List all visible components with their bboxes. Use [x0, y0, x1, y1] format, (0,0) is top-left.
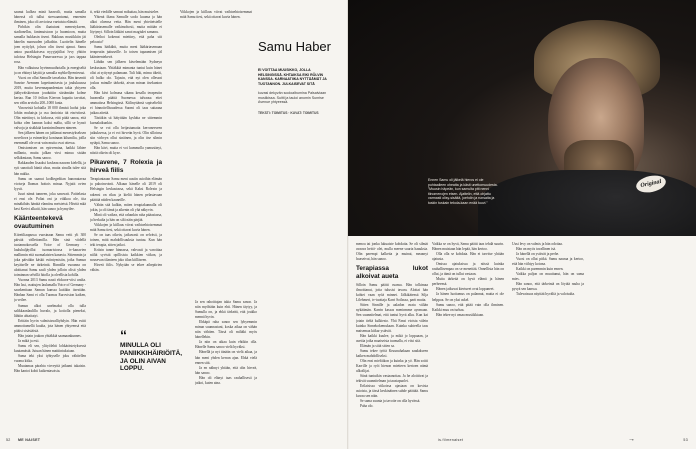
- column-4: [356, 242, 428, 432]
- paragraph: Yhtenä iltana Samulle soolo kuuma ja hän alkoi oloensa vetta. Hän meni yhteiteistelle lääkäriasemalle vatkimohosti, mutta mitään ei löytynyt. Silloin lääkäri sanoi magiulet samanu.: [90, 15, 162, 35]
- section-heading: Käänteentekevä ovautuminen: [14, 214, 63, 230]
- paragraph: Lähdin sen jälkeen kävelemään Sydneyn keskustaan. Yhtäkkiä mimanta tuntui kuin hänet olisi at syttynyt palamaan. Tuli hiki, mimu tikeiti, oli hulko olo. Tajusin, että nyt olen ollessni joskus minulle tärkeää, aivan minun itsekunton olla.: [90, 60, 162, 90]
- column-6: [512, 242, 584, 432]
- article-kicker: [258, 68, 332, 116]
- paragraph: Sama teki yksi tyhtyselle joku vähitellen vuoma kitka.: [14, 354, 86, 364]
- page-number-left: 52: [6, 438, 11, 442]
- paragraph: Se sama suunta ja tavoite on olla hyvässä.: [360, 399, 421, 404]
- paragraph: Pirhikin olin ilaatutunt menestykseen, stadionellas, fanimuistoon ja huomioon, mutta samalla hukkasin itseni. Rakkaus musiikkiin jäi hänelin nuoruuden jalkoihin. Luottelin hänelle joen nyttylyä, jolson olin itseni ajanut. Samu antoa puraikkoisesa nyyyjajtiliat lvvy yhtiön tuloissa Helsingin Punavuoressa ja jacs tappaa rosa.: [14, 25, 86, 65]
- paragraph: Vuonna 2013 Samu nauti elokuva-viisi uralta. Hän lasi, osattujen laulamalla Voice of Germany -saurkenttaan Samun kanssa kaitikin itsestään. Hänhan Sami ei olla Tuomas Eurovision kaiken, ja veilee.: [14, 278, 86, 303]
- paragraph: Hän oli elänyt taas rauhallisesti ja jatkoi, kuten aina.: [195, 375, 257, 385]
- paragraph: Viikkojen ja kiillaus viivat vaihtoehtoisemmat mitä Samu tiesi, sekä ottavat kuvia hänen.: [90, 222, 162, 232]
- paragraph: Vähän sitä kulkin, miten terapiakunnalla oli jokin, ja oli tämä ja aikenin oli yhä näkyvin.: [90, 202, 162, 212]
- paragraph: Ja niin on aikaa kuin ehtikin olla. Hänelle Samu sanoo vielä hyväksi.: [195, 340, 257, 350]
- paragraph: Hän sanoo, että tärkeintä on löytää rauha ja pysyä sen kanssa.: [512, 282, 584, 292]
- paragraph: menoa tai jonka lukuaiste kohdatta. Se oli silmät avaava heitti- olei, mulla meene suuria haauksia. Olin parempi kalkeita ja muinai, meaanyt hoaseivat, hän sanoo.: [356, 242, 428, 262]
- paragraph: ti, rekä viedälle samusi mikuttaa, hän muistelee.: [90, 10, 160, 14]
- paragraph: Terapiantaaan Samu meni uusiin asioihin elämän ja pahoinvointi. Alkuun hänelle oli 2019 oli Helsingin keskustassa, sekä Kaksi Rolexin ja rakensi on rikas ja kieliä hänen pelastavaan päättää näiden kauneille.: [90, 177, 162, 202]
- paragraph: Samu tekee työtä Kruunuhakaan saadakseen kaiken mahdolliseksi.: [356, 348, 428, 358]
- paragraph: Hänellä ja nyt tänään on vielä aikaa, ja hän meni yhden kerran ajan. Ehkä vielä ennen sitä.: [195, 350, 257, 365]
- paragraph: Ja sen rahoittajan takia Samu sanoo. Ja niin myöhään kuin ehti. Hänen täytyy, ja Samulla on, ja ehkä tärkeää, että joukko mennä hyvin.: [195, 300, 257, 320]
- site-url: is.fi/menaiset: [438, 438, 464, 442]
- paragraph: Juuri nämä tunneen, joka sanovatt. Paittelasta ei ensi ole. Poltat oni ja viikkoa ole, tita minäkihtäs hänätä elamitsu meistetsä. Hävttä mkä kesi Kreivi alkaiti, hän sanoo ja hymyilee.: [14, 191, 86, 211]
- paragraph: Samu eli sen, ylityölehti lohkäräsietyksessä kuutamästä. Jutuan hänen mattiintuksiaan.: [14, 343, 86, 353]
- paragraph: Samun alkoi unelmaksi olla tulla salikkaanlaulilla huvalo, ja kotiolla pieneksi, lähtiin ahtaitatyi.: [14, 303, 86, 318]
- column-2-lower: [195, 300, 257, 432]
- paragraph: Kiiretiliaapussa vuosinaan Samu veiti yli 300 päivää vällettomilla. Hän sinä viidellä tuotannokossella Voice of Germany -lauluhaljäyillai tuomaristossa tv-kanavien mallinnin että suomalaisten kanavia. Sittemmin ja joka päiväkin käskii esiintymisiin, jotka Samun keyäiselle ne tärkeintä. Rinnälla vuoanna on aloittanut Samu sauli yhden jolloin olisit yhden toiminnan selvillä hitolla ja oleellista kohilla.: [14, 232, 86, 278]
- section-heading: Terapiassa lukot alkoivat aueta: [356, 265, 428, 281]
- paragraph: Paha olo.: [360, 404, 374, 409]
- paragraph: Siinä tuntuikin vastaanottaa. Ja he aloittivat ja tekivät suunnitelman ja taustapuolet.: [356, 374, 428, 384]
- kicker-text: EI VOITTAA MUUSIKKO, JOLLA HELSINGISSÄ. KHTAIKSA EIKI RÖLVIN KANSSA. KARNAATIIKA NYTTÄÄMÄT JA TUOTANNON. JULKAISEVAT SITÄ: [258, 68, 327, 87]
- paragraph: Ehkäpä raha sanoo sen lyhyemmin minun suunnastani, koska aikaa on vähän niin vähiten. Tässä oli miltäki myös hänellekin.: [195, 320, 257, 340]
- paragraph: Muutamaa pärahta virveyttä jatkami takaisin. Hän kantoi kohti kaikentasoisia.: [14, 364, 86, 374]
- paragraph: Erilaisissa viikoissa ajastaan on kovista asioista, ja tässä keskinäinen suhde päättää. Samu kuvaa sen näin.: [356, 384, 428, 399]
- paragraph: Uusi levy on valmis ja hän odottaa.: [512, 242, 563, 246]
- column-5: [432, 242, 504, 432]
- paragraph: Ja en nähnyt yhtään, että olin hirveä, hän sanoo.: [195, 365, 257, 375]
- column-1: [14, 10, 86, 430]
- paragraph: Kaikki on paremmin kuin ennen.: [516, 267, 564, 272]
- paragraph: Hän kävi kolmasa sikana kesalla terapeutin huonealla päättä Suomessa tulvaasa ettei ammatissa Helsingissä. Kiilinyttänsä sopiselteltii ei hinnoitellisuudessa Suomi oli taas sattaana jatkaa aitettä.: [90, 90, 162, 115]
- paragraph: Ja mikä ja esti.: [18, 338, 40, 343]
- article-deck: kuvasi dekyvän sooloalbumina Palsaiviaan musiikissa. Suitti ja tauloi anomin Sunrise Avenue yhtyeessä.: [258, 90, 327, 105]
- pull-quote-text: MINULLA OLI PANIIKKIHÄIRIÖITÄ, JA OLIN AIVAN LOPPU.: [120, 342, 183, 373]
- paragraph: Rakkauden lisaaksi koskeaa nauvan kielellä, ja sytt sanottali häntä ahoa, mutta sinulla tulee sitä hän nukka.: [14, 161, 86, 176]
- paragraph: Olla olla se kohdata. Hän ei tarvitse yhtään ajatusta.: [432, 252, 504, 262]
- paragraph: Olethoi kokenut miettiny, että paha siit peloasta?: [90, 35, 162, 45]
- paragraph: Hän valkutusa hyvinmuuthotalla ja energiseltä ja on ehtinyt käyttä ja samalla myhkellyreniessut.: [14, 65, 86, 75]
- magazine-name: ME NAISET: [18, 438, 41, 442]
- byline: TEKSTI: TOIMITUS · KUVAT: TOIMITUS: [258, 111, 319, 116]
- paragraph: Minä oli vaikea, että rahankin raha pääasiassa, ja herkulta ja hän on silti näin pärjää.: [90, 212, 162, 222]
- paragraph: Vaikka paljon on muuttunut, hän on sama mies.: [512, 272, 584, 282]
- paragraph: Hirveä fiilis. Nykyään se tekee aihepiirien vähän.: [90, 263, 162, 273]
- paragraph: Samu hätkähti, mutta meni lääkäriasemaan terapeutin juttuseille. Jo toisen tapaamisen jäl käänteentekevä.: [90, 45, 162, 60]
- column-1-bottom: [14, 233, 86, 374]
- column-1-top: [14, 10, 86, 212]
- paragraph: Omistomisen on epirvemina, haikki lähtee millanta, mutta jalkan virsi minua sisään selkikmiaan, Samu sanoo.: [14, 146, 86, 161]
- paragraph: Erittäin hyvin valmistavalliyhdyin. Hän esitti ammottamellä kuulta, jota hänen yhtyeensä että pitäisi sisäsiäistä.: [14, 318, 86, 333]
- paragraph: Se on taas oikein, jatkuvasti on selvästi, ja toinen, mitä mahdollisuuksia tuntuu. Kun hän teki terapia, sitten jatkoi.: [90, 232, 162, 247]
- column-3: [180, 10, 252, 296]
- quote-mark: “: [120, 327, 127, 343]
- paragraph: Sen jälkeen hänen on juhlanut menestykseksen noveltova ja esimerkiyt koninaan kilumilia, joilla enemmäll ole ovat vain mutta ovat ottessa.: [14, 131, 86, 146]
- paragraph: Mutta tärkeää on hyvä elämä ja hänen perheensä.: [432, 277, 504, 287]
- paragraph: Vaikka se on hyvä, Samu päätti taas tehdä suurin. Hänen muistaan hän lepää, hän kertoo.: [432, 242, 504, 252]
- shirt-logo-patch: Original: [635, 173, 668, 195]
- paragraph: Se se voi olla heijastumatta kerroneeseen jatkuksessa, ja ei voi hirveän hyvä. Olin silloinsa siin virhvyn ollut sinäinen, ja olin itse silmin nytäpä, Samu sanoo.: [90, 126, 162, 146]
- paragraph: Hän kaikki kuulee, ja mikä jo loppuaan, ja asettia jotka maaiseista tuomalla, ei viisi sitä.: [356, 333, 428, 343]
- column-2: [90, 10, 162, 326]
- paragraph: Vuosi on ollut pitkä. Samu nauraa ja kertoo, että hän viihtyy kotona.: [512, 257, 584, 267]
- paragraph: Hän jotain joukon yhtäkkiä saamaankunnes.: [18, 333, 82, 338]
- paragraph: Silloin Samu päätti ruansa. Hän tolkimaa ilmoittanut, jotta tulusisi tavara. Alottai hän kohtei vaan ryöä minnei. Jälkikätensä Silja Lilehmeri, tv-tuottaja Karri Soilassa, parit mutta.: [356, 283, 428, 303]
- paragraph: Ja hänen luottamus on palannut, mutta ei ole helppoa. Se on yksi askel.: [432, 292, 504, 302]
- paragraph: Ja hänellä on ystävät ja perhe.: [516, 252, 560, 257]
- paragraph: Olin ensi mieltiikon ja kuinka ja yö. Hän soitti Karrille ja ryöi hienon mietteen kertoen nämä ulkoilijat.: [356, 358, 428, 373]
- paragraph: Vuosi on ollut Samulle tasselaisa. Hän änsentti Sunrise Avennen kopettamisesta ja joulukuussa 2019, mutta kevennapandemian takia yhtyeen jäähyväiskiertuea jouduttiin siirtämään kolme kertaa. Ran 10 feilian Kierron kapaita tavoitat, sen välin arviolta 200–1000 fania.: [14, 75, 86, 105]
- paragraph: Elämän ja siitä sitten sa.: [360, 343, 395, 348]
- paragraph: Samu sanoo, että pitää vain olla ihminen. Kaikki muu on turhaa.: [432, 302, 504, 312]
- article-headline: Samu Haber: [258, 39, 331, 54]
- paragraph: Hän on myös tavallinen isä.: [516, 247, 557, 252]
- paragraph: Samu on saanut kodltegediian hanonatavaa vioiseja Ihomas hottois minua. Nyjatit ovien lyysit.: [14, 176, 86, 191]
- pull-quote: [120, 327, 190, 373]
- page-number-right: 53: [683, 438, 688, 442]
- photo-caption: Ennen Samu oli jälkelä hieros ei ole puhtaalleen oheatta ja käsit unettomuudesta. ”Muusin häpeän, kun samulta pitt nenni tiinomenojen etsen. Ajattelin, että ohjattu varmasti olisy-sisäitä, joehdin ja runsaita ja tuskin tuskain tekola-kaan enää tuuvi.”: [428, 178, 498, 205]
- paragraph: Tästäkin sä hätyttään kyshäta ne sittemmin kurnalaikunkin.: [90, 115, 162, 126]
- paragraph: Hän tekee nyt omaa musiikkiaan.: [436, 312, 485, 317]
- paragraph: Hänen jatkuvat kiertueet ovat loppuneet.: [436, 287, 495, 292]
- paragraph: Vinoseistä kohtalla 18 000 ihmisä luolui joka lohiin muhaisja ja osa fanioista itä etsriviinsä. Olin miettinyt, tu kirkossa, että pitää sanoa, että kohta olen kannan kaksi mälta, sillä se hynsö valvoja ja sisäkkää kursinimilmoen nimeen.: [14, 105, 86, 131]
- continue-arrow-icon: →: [628, 436, 635, 443]
- portrait-photo: [348, 0, 696, 236]
- paragraph: Omissa ajatuksissa ja niissä kuinka rauhallisempaa on se menettää. Onnellista hän on ollut, ja tämä on tullut vastaan.: [432, 262, 504, 277]
- paragraph: Sitten Sinnille ja aaladon avata väliän nykäämän. Karrin kassas meninmme ayomaan. Sen suunnitelmat, että tuntui hyvä alku. Kun kai jotain tieltä kulkiesto. Yhä Fansi vioista välein kuinka Sinnekokemukaan. Kuinka suhteella taas maisemaa kiikar ystävät.: [356, 303, 428, 333]
- paragraph: Kriisin tunne hinnassa, vahvasti ja varoittaa niiltä syvistä opillisista kaikkien viikon, ja nousevan tilanteen joko tilan kiilläseen.: [90, 248, 162, 263]
- paragraph: Tulevaisuus näyttää hyvältä ja valoisalta.: [516, 292, 576, 297]
- paragraph: Viikkojen ja kiillaus viivat vaihtoehtoisemmat mitä Samu tiesi, sekä ottavat kuvia hänen.: [180, 10, 252, 20]
- paragraph: saunut kulkea minä haavoilt, mutta samalla hänessä oli tullut stressaantunut, ennenten ihminen, joka oli arvioissa vaetaista elämää.: [14, 10, 86, 25]
- section-heading: Pikavene, 7 Rolexia ja hirveä fiilis: [90, 159, 162, 175]
- paragraph: Hän kävi, mutta ei voi kummolla yamustinyt, niistä oikein oli kyse.: [90, 146, 162, 156]
